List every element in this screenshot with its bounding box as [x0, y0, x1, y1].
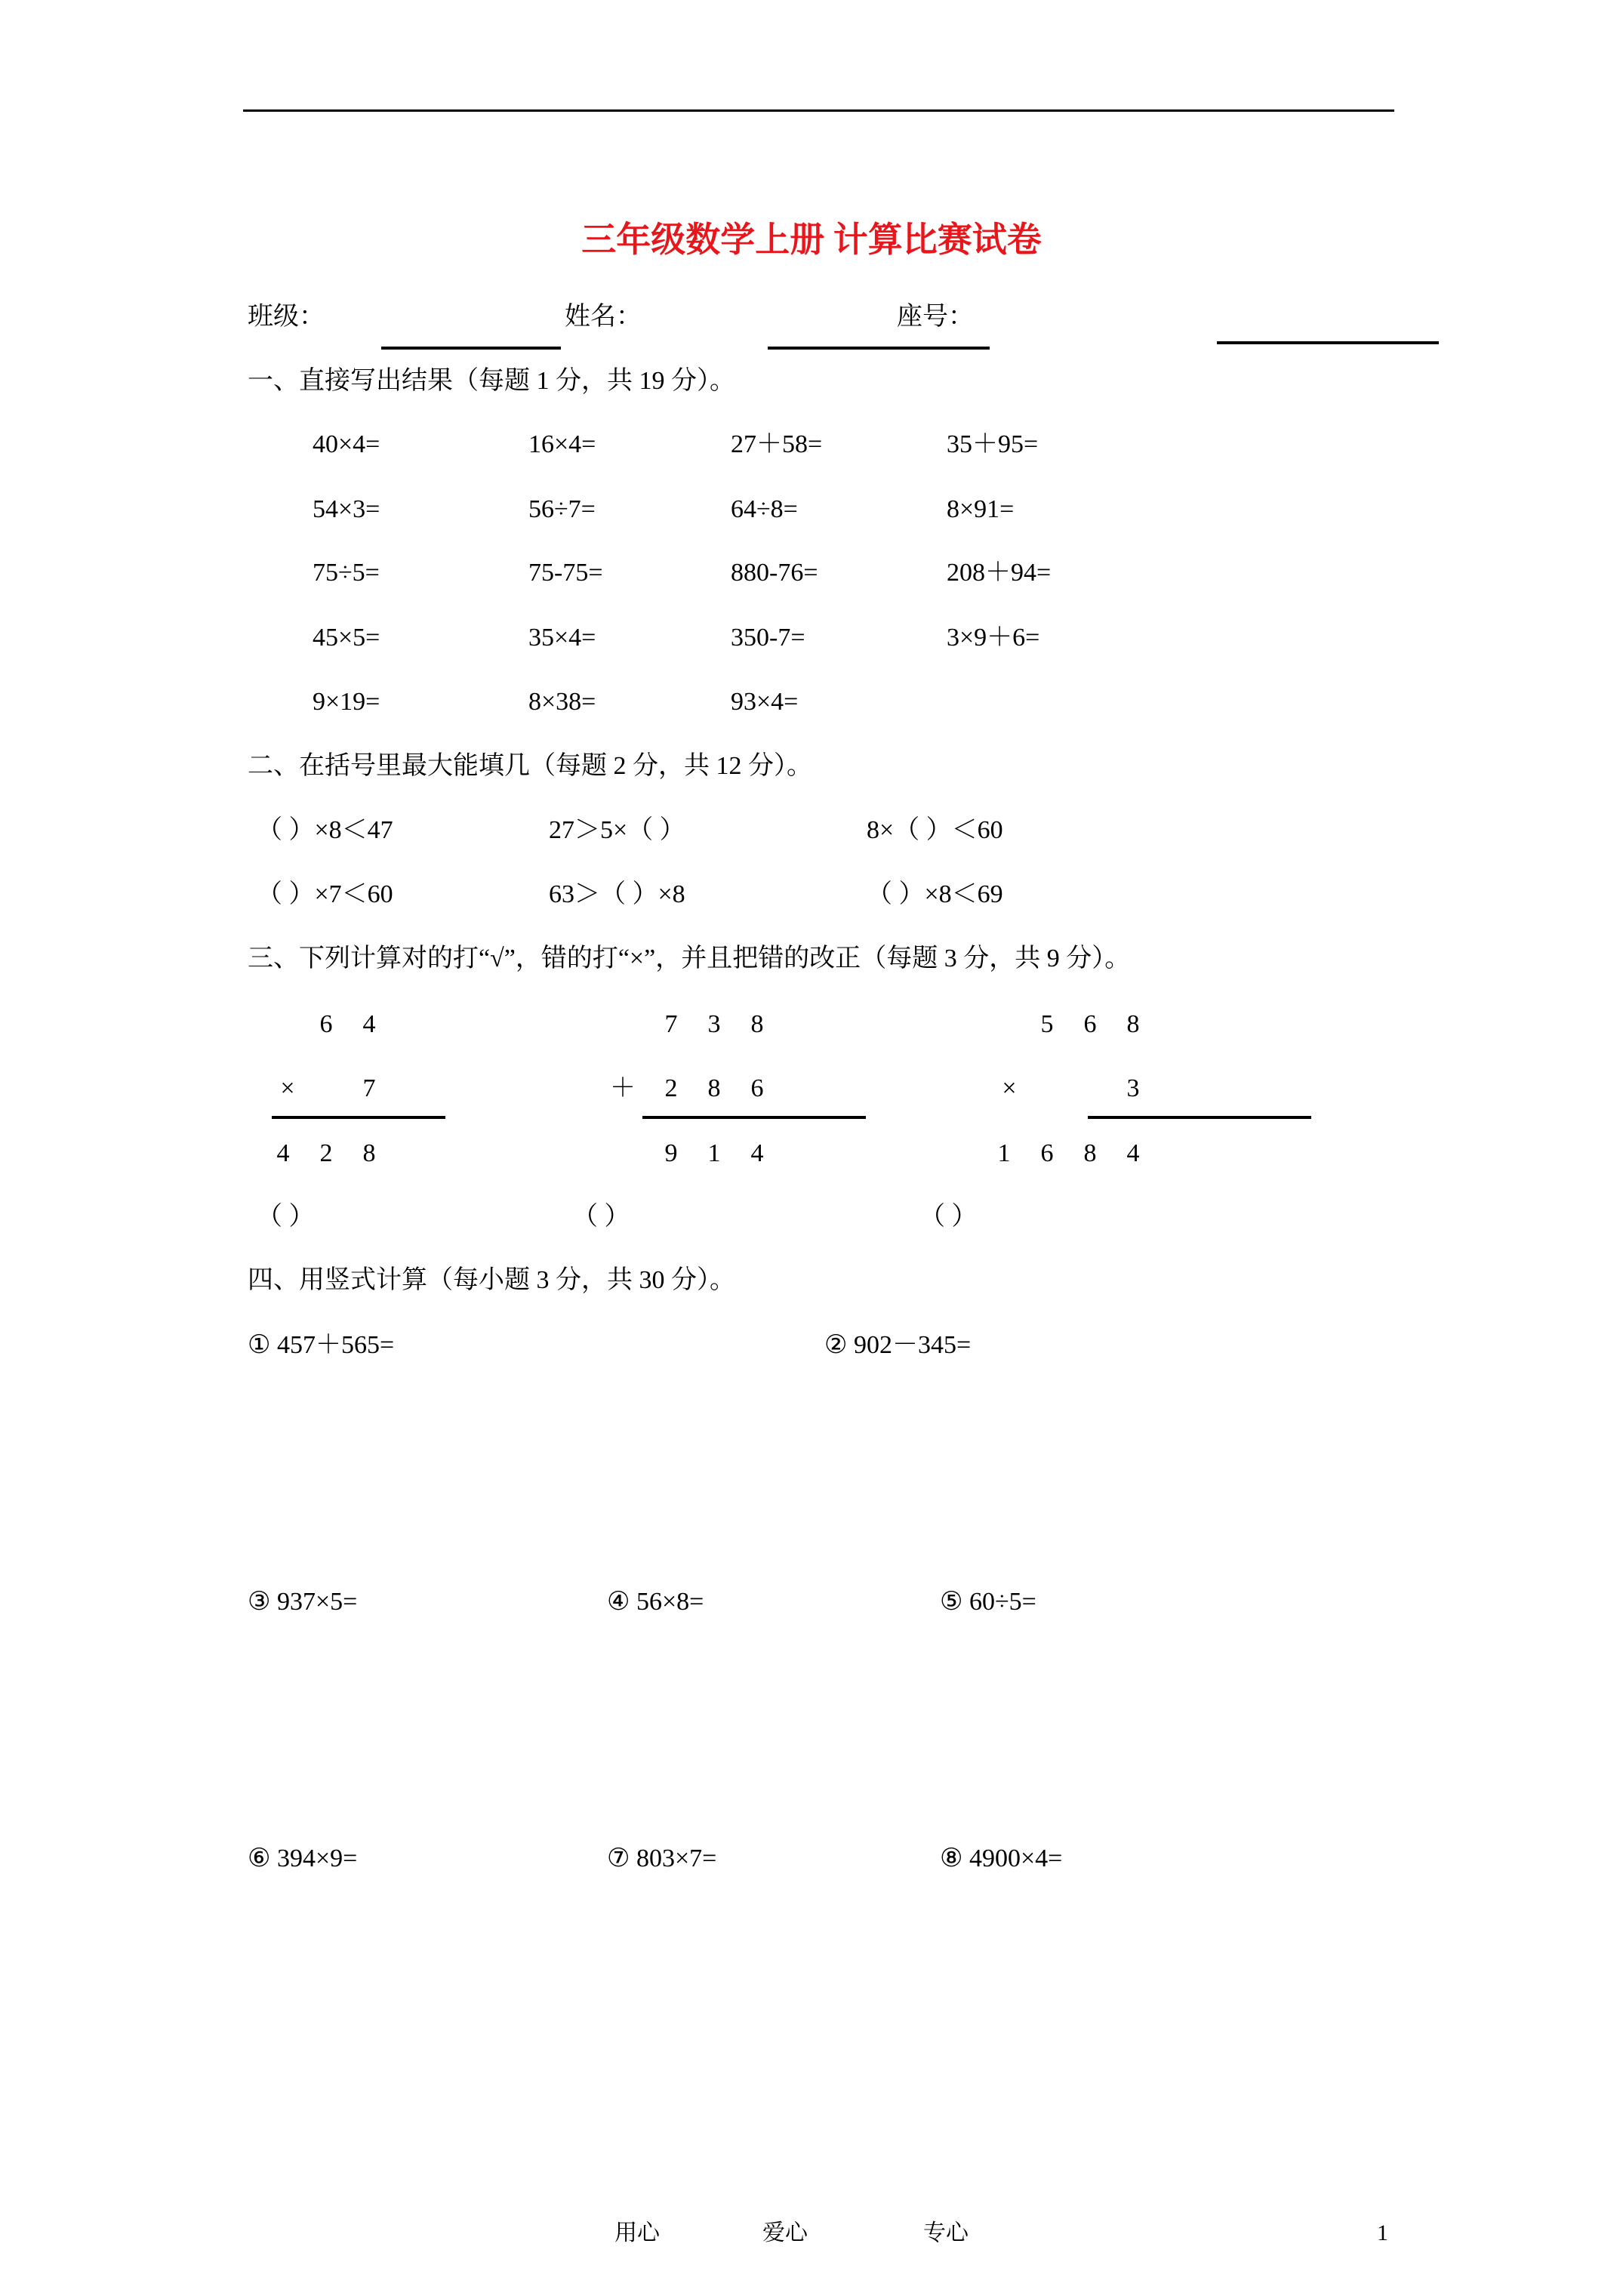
s3-p3-result-digit: 4 — [1126, 1139, 1140, 1167]
section1-heading: 一、直接写出结果（每题 1 分，共 19 分）。 — [248, 367, 735, 395]
s2-item: （ ）×8＜69 — [867, 880, 1003, 908]
s3-p3-bottom-digit: 3 — [1126, 1074, 1140, 1102]
section3-heading: 三、下列计算对的打“√”，错的打“×”，并且把错的改正（每题 3 分，共 9 分）。 — [248, 945, 1131, 972]
s3-p3-result-digit: 6 — [1040, 1139, 1054, 1167]
s2-item: 63＞（ ）×8 — [549, 880, 685, 908]
s3-p1-result-digit: 4 — [276, 1139, 290, 1167]
seat-label: 座号： — [897, 303, 974, 331]
s1-item: 8×91= — [947, 495, 1015, 523]
s2-item: （ ）×7＜60 — [257, 880, 393, 908]
s4-item: ⑧ 4900×4= — [940, 1845, 1063, 1872]
s1-item: 8×38= — [528, 688, 596, 716]
class-blank — [381, 347, 561, 350]
s3-p1-top-digit: 4 — [362, 1010, 376, 1038]
s1-item: 880-76= — [731, 559, 818, 587]
s3-p2-top-digit: 8 — [750, 1010, 764, 1038]
section2-heading: 二、在括号里最大能填几（每题 2 分，共 12 分）。 — [248, 752, 812, 780]
s3-p3-top-digit: 5 — [1040, 1010, 1054, 1038]
s1-item: 75-75= — [528, 559, 603, 587]
name-label: 姓名： — [565, 303, 642, 331]
page-number: 1 — [1377, 2220, 1388, 2245]
s1-item: 35×4= — [528, 624, 596, 652]
s2-item: 8×（ ）＜60 — [867, 816, 1003, 844]
s1-item: 45×5= — [313, 624, 380, 652]
s3-p1-result-digit: 8 — [362, 1139, 376, 1167]
s1-item: 64÷8= — [731, 495, 798, 523]
s3-p2-result-digit: 1 — [707, 1139, 721, 1167]
s4-item: ① 457＋565= — [248, 1331, 395, 1359]
s4-item: ② 902－345= — [824, 1331, 972, 1359]
s1-item: 27＋58= — [731, 430, 823, 458]
s3-p3-sum-line — [1088, 1116, 1311, 1119]
header-rule — [243, 109, 1394, 112]
s3-p1-operator: × — [280, 1074, 295, 1102]
footer-word: 用心 — [614, 2220, 660, 2245]
s3-p2-result-digit: 4 — [750, 1139, 764, 1167]
s4-item: ⑦ 803×7= — [607, 1845, 717, 1872]
s3-p2-top-digit: 7 — [664, 1010, 678, 1038]
s3-p2-bottom-digit: 2 — [664, 1074, 678, 1102]
s4-item: ③ 937×5= — [248, 1588, 358, 1616]
s3-p3-result-digit: 8 — [1083, 1139, 1097, 1167]
section4-heading: 四、用竖式计算（每小题 3 分，共 30 分）。 — [248, 1266, 735, 1294]
s1-item: 16×4= — [528, 430, 596, 458]
s3-p1-answer-box[interactable]: （ ） — [257, 1203, 315, 1231]
s2-item: 27＞5×（ ） — [549, 816, 685, 844]
s3-p2-bottom-digit: 6 — [750, 1074, 764, 1102]
s1-item: 3×9＋6= — [947, 624, 1040, 652]
page-title: 三年级数学上册 计算比赛试卷 — [581, 220, 1042, 259]
s1-item: 54×3= — [313, 495, 380, 523]
s1-item: 35＋95= — [947, 430, 1039, 458]
s4-item: ⑤ 60÷5= — [940, 1588, 1036, 1616]
name-blank — [768, 347, 990, 350]
s4-item: ④ 56×8= — [607, 1588, 704, 1616]
s1-item: 9×19= — [313, 688, 380, 716]
seat-blank — [1217, 341, 1439, 344]
s3-p2-operator: ＋ — [610, 1074, 636, 1102]
s1-item: 208＋94= — [947, 559, 1052, 587]
s1-item: 75÷5= — [313, 559, 380, 587]
class-label: 班级： — [248, 303, 325, 331]
s3-p1-result-digit: 2 — [319, 1139, 333, 1167]
s1-item: 56÷7= — [528, 495, 596, 523]
s1-item: 350-7= — [731, 624, 805, 652]
s4-item: ⑥ 394×9= — [248, 1845, 358, 1872]
s3-p3-top-digit: 8 — [1126, 1010, 1140, 1038]
s3-p2-result-digit: 9 — [664, 1139, 678, 1167]
s3-p3-answer-box[interactable]: （ ） — [919, 1203, 978, 1231]
s3-p2-bottom-digit: 8 — [707, 1074, 721, 1102]
s2-item: （ ）×8＜47 — [257, 816, 393, 844]
s1-item: 93×4= — [731, 688, 799, 716]
s3-p2-answer-box[interactable]: （ ） — [572, 1203, 630, 1231]
s3-p2-top-digit: 3 — [707, 1010, 721, 1038]
s1-item: 40×4= — [313, 430, 380, 458]
s3-p3-operator: × — [1002, 1074, 1017, 1102]
s3-p1-sum-line — [272, 1116, 445, 1119]
s3-p2-sum-line — [642, 1116, 866, 1119]
footer-word: 专心 — [923, 2220, 969, 2245]
s3-p3-top-digit: 6 — [1083, 1010, 1097, 1038]
s3-p1-top-digit: 6 — [319, 1010, 333, 1038]
s3-p3-result-digit: 1 — [997, 1139, 1011, 1167]
s3-p1-bottom-digit: 7 — [362, 1074, 376, 1102]
footer-word: 爱心 — [762, 2220, 808, 2245]
